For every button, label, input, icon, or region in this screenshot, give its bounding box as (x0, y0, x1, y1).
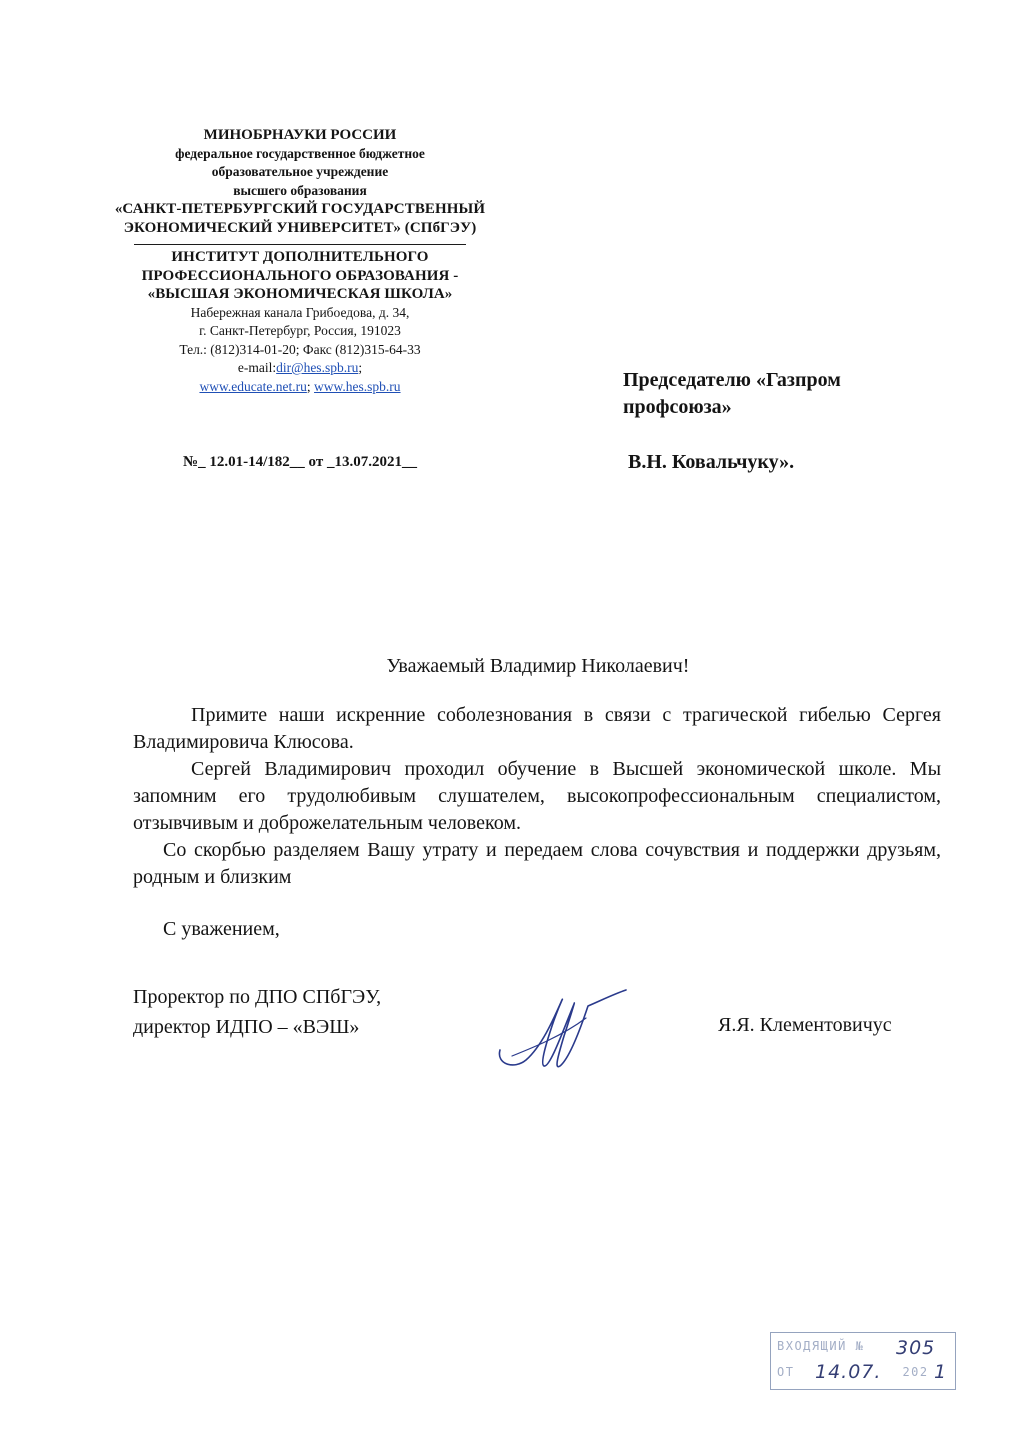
website-separator: ; (306, 378, 315, 394)
institute-name-line-3: «ВЫСШАЯ ЭКОНОМИЧЕСКАЯ ШКОЛА» (147, 286, 453, 302)
university-name-line-2: ЭКОНОМИЧЕСКИЙ УНИВЕРСИТЕТ» (СПбГЭУ) (123, 219, 477, 236)
email-line (88, 359, 512, 378)
websites-line (88, 378, 512, 397)
email-label: e-mail: (237, 360, 277, 375)
addressee-name: В.Н. Ковальчуку». (628, 451, 795, 473)
stamp-incoming-number: 305 (896, 1337, 936, 1359)
phone-fax: Тел.: (812)314-01-20; Факс (812)315-64-33 (179, 341, 421, 357)
closing: С уважением, (163, 918, 280, 940)
org-type-line-1: федеральное государственное бюджетное (175, 145, 425, 161)
handwritten-signature (492, 978, 632, 1078)
institute-name-line-2: ПРОФЕССИОНАЛЬНОГО ОБРАЗОВАНИЯ - (141, 267, 459, 284)
letterhead-divider (134, 244, 466, 245)
outgoing-number: №_ 12.01-14/182__ от _13.07.2021__ (183, 454, 417, 470)
incoming-registration-stamp (770, 1332, 956, 1390)
email-suffix: ; (358, 360, 363, 375)
addressee-line-1: Председателю «Газпром (623, 369, 841, 391)
email-link[interactable]: dir@hes.spb.ru (276, 360, 359, 375)
position-line-1: Проректор по ДПО СПбГЭУ, (133, 986, 382, 1008)
address-line-2: г. Санкт-Петербург, Россия, 191023 (199, 323, 401, 338)
letter-body (133, 702, 941, 891)
position-line-2: директор ИДПО – «ВЭШ» (133, 1016, 360, 1038)
letterhead (88, 126, 512, 396)
stamp-from-text: ОТ (777, 1365, 795, 1379)
stamp-year-printed: 202 (902, 1365, 929, 1379)
stamp-date-handwritten: 14.07. (815, 1361, 882, 1383)
org-type-line-2: образовательное учреждение (211, 164, 389, 179)
stamp-label-incoming: ВХОДЯЩИЙ № (777, 1339, 865, 1353)
address-line-1: Набережная канала Грибоедова, д. 34, (190, 304, 410, 320)
ministry-name: МИНОБРНАУКИ РОССИИ (203, 127, 397, 143)
paragraph-3: Со скорбью разделяем Вашу утрату и передаем слова сочувствия и поддержки друзьям, родным и близким (133, 839, 941, 888)
stamp-year-handwritten: 1 (934, 1361, 948, 1383)
salutation: Уважаемый Владимир Николаевич! (386, 655, 690, 677)
addressee-line-2: профсоюза» (623, 396, 732, 418)
institute-name-line-1: ИНСТИТУТ ДОПОЛНИТЕЛЬНОГО (171, 249, 429, 265)
addressee-block (623, 367, 841, 476)
paragraph-1: Примите наши искренние соболезнования в связи с трагической гибелью Сергея Владимировича Клюсова. (133, 704, 941, 753)
signer-position (133, 982, 381, 1042)
website-link-2[interactable]: www.hes.spb.ru (314, 378, 401, 394)
org-type-line-3: высшего образования (233, 182, 367, 198)
website-link-1[interactable]: www.educate.net.ru (199, 378, 307, 394)
paragraph-2: Сергей Владимирович проходил обучение в Высшей экономической школе. Мы запомним его трудолюбивым слушателем, высокопрофессиональным специалистом, отзывчивым и доброжелательным человеком. (133, 758, 941, 834)
signer-name: Я.Я. Клементовичус (718, 1014, 892, 1036)
university-name-line-1: «САНКТ-ПЕТЕРБУРГСКИЙ ГОСУДАРСТВЕННЫЙ (114, 201, 486, 217)
